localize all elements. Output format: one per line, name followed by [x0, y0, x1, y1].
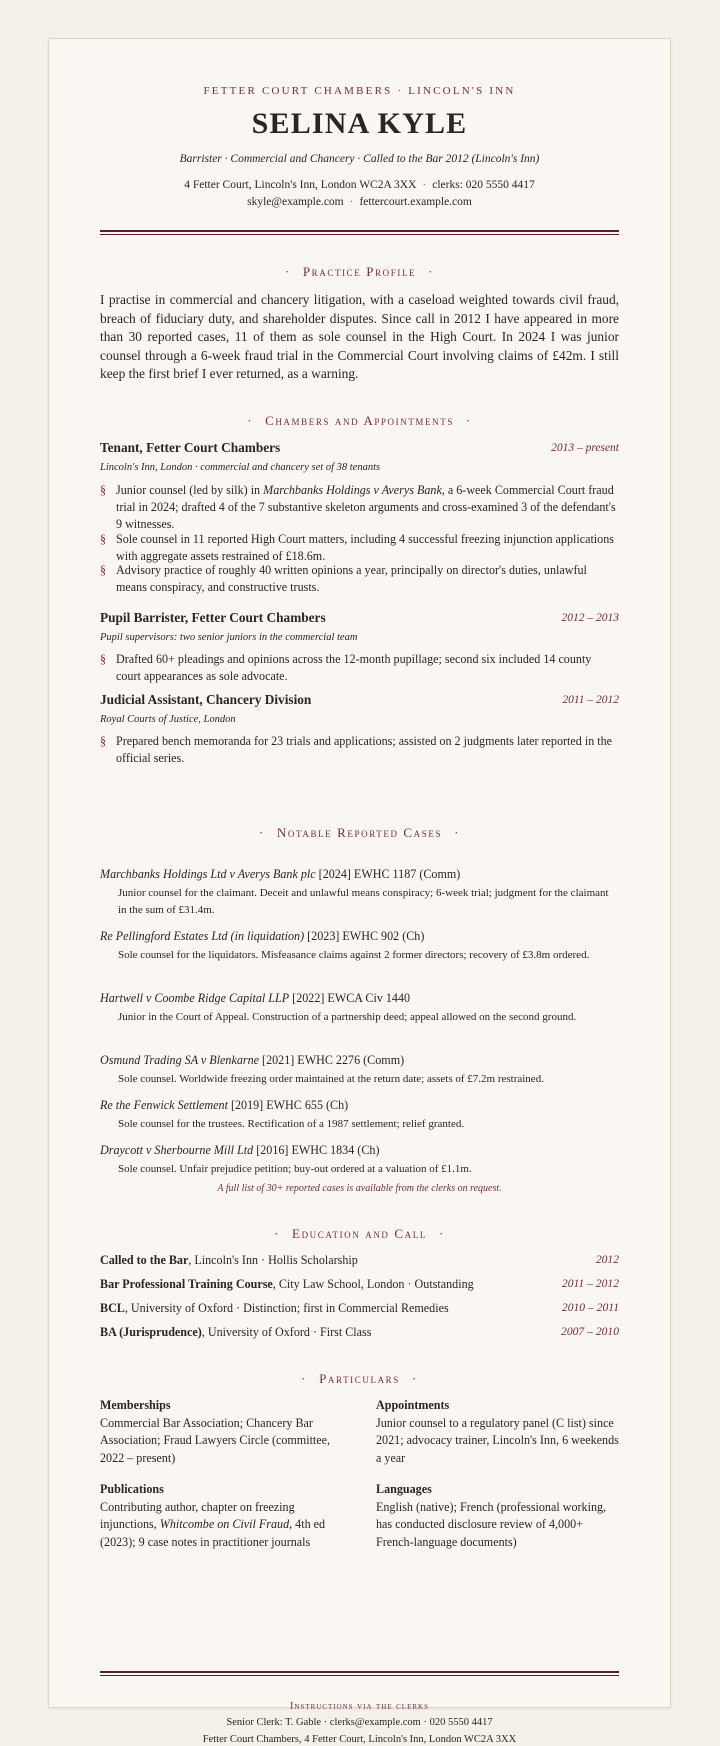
email-link[interactable]: skyle@example.com	[247, 196, 344, 208]
case-description: Junior in the Court of Appeal. Construction of a partnership deed; appeal allowed on the second ground.	[118, 1011, 577, 1023]
memberships-text: Commercial Bar Association; Chancery Bar Association; Fraud Lawyers Circle (committee, 2022 – present)	[100, 1415, 331, 1465]
section-heading-particulars: · Particulars ·	[301, 1371, 418, 1386]
case-description: Sole counsel for the liquidators. Misfeasance claims against 2 former directors; recovery of £3.8m ordered.	[118, 949, 590, 961]
chambers-line: FETTER COURT CHAMBERS · LINCOLN'S INN	[203, 85, 516, 97]
section-mark-icon: §	[100, 652, 107, 666]
contact-line-1	[100, 179, 619, 191]
memberships-label: Memberships	[100, 1398, 171, 1412]
job-subtitle: Royal Courts of Justice, London	[100, 714, 236, 725]
education-row: Called to the Bar, Lincoln's Inn · Hollis Scholarship 2012	[100, 1253, 619, 1267]
job-subtitle: Pupil supervisors: two senior juniors in the commercial team	[100, 632, 358, 643]
publications-block	[100, 1481, 345, 1551]
memberships-block	[100, 1397, 345, 1467]
job-bullet: § Junior counsel (led by silk) in Marchbanks Holdings v Averys Bank, a 6-week Commercial Court fraud trial in 2024; drafted 4 of the 7 substantive skeleton arguments and cross-examined 3 of the defendant's 9 witnesses.	[100, 483, 616, 531]
section-heading-chambers: · Chambers and Appointments ·	[247, 413, 472, 428]
footer-label: Instructions via the clerks	[290, 1701, 429, 1712]
job-title: Pupil Barrister, Fetter Court Chambers	[100, 610, 326, 625]
appointments-block	[376, 1397, 621, 1467]
case-citation: Hartwell v Coombe Ridge Capital LLP [2022] EWCA Civ 1440	[100, 991, 411, 1005]
job-date: 2013 – present	[551, 442, 619, 454]
job-title: Judicial Assistant, Chancery Division	[100, 692, 312, 707]
education-row: BA (Jurisprudence), University of Oxford · First Class 2007 – 2010	[100, 1325, 619, 1339]
job-date: 2012 – 2013	[561, 612, 619, 624]
section-mark-icon: §	[100, 532, 107, 546]
separator: ·	[349, 196, 354, 208]
education-row: BCL, University of Oxford · Distinction; first in Commercial Remedies 2010 – 2011	[100, 1301, 619, 1315]
section-mark-icon: §	[100, 483, 107, 497]
cv-page	[48, 38, 671, 1745]
appointments-text: Junior counsel to a regulatory panel (C list) since 2021; advocacy trainer, Lincoln's Inn, 6 weekends a year	[376, 1415, 619, 1465]
footer-address-line: Fetter Court Chambers, 4 Fetter Court, Lincoln's Inn, London WC2A 3XX	[202, 1734, 517, 1745]
case-description: Sole counsel. Worldwide freezing order maintained at the return date; assets of £7.2m restrained.	[118, 1073, 544, 1085]
education-row: Bar Professional Training Course, City Law School, London · Outstanding 2011 – 2012	[100, 1277, 619, 1291]
case-description: Sole counsel. Unfair prejudice petition; buy-out ordered at a valuation of £1.1m.	[118, 1163, 472, 1175]
case-citation: Re the Fenwick Settlement [2019] EWHC 655 (Ch)	[100, 1098, 349, 1112]
footer-rule	[100, 1671, 619, 1676]
job-title: Tenant, Fetter Court Chambers	[100, 440, 281, 455]
address: 4 Fetter Court, Lincoln's Inn, London WC2A 3XX	[184, 179, 417, 191]
case-description: Junior counsel for the claimant. Deceit and unlawful means conspiracy; 6-week trial; judgment for the claimant in the sum of £31.4m.	[118, 887, 609, 916]
section-heading-cases: · Notable Reported Cases ·	[258, 825, 461, 840]
section-heading-profile: · Practice Profile ·	[284, 264, 435, 279]
section-mark-icon: §	[100, 563, 107, 577]
case-citation: Osmund Trading SA v Blenkarne [2021] EWHC 2276 (Comm)	[100, 1053, 405, 1067]
languages-text: English (native); French (professional working, has conducted disclosure review of 4,000+ French-language documents)	[376, 1499, 607, 1549]
education-date: 2007 – 2010	[561, 1325, 619, 1338]
candidate-name: SELINA KYLE	[251, 107, 468, 140]
section-heading-education: · Education and Call ·	[274, 1226, 445, 1241]
job-bullet: § Prepared bench memoranda for 23 trials and applications; assisted on 2 judgments later reported in the official series.	[100, 734, 613, 765]
education-date: 2011 – 2012	[561, 1277, 619, 1290]
separator: ·	[422, 179, 427, 191]
case-citation: Re Pellingford Estates Ltd (in liquidation) [2023] EWHC 902 (Ch)	[100, 929, 425, 943]
section-mark-icon: §	[100, 734, 107, 748]
appointments-label: Appointments	[376, 1398, 450, 1412]
job-bullet: § Advisory practice of roughly 40 written opinions a year, principally on director's duties, unlawful means conspiracy, and constructive trusts.	[100, 563, 587, 594]
job-subtitle: Lincoln's Inn, London · commercial and chancery set of 38 tenants	[100, 462, 381, 473]
case-citation: Draycott v Sherbourne Mill Ltd [2016] EWHC 1834 (Ch)	[100, 1143, 380, 1157]
candidate-subtitle: Barrister · Commercial and Chancery · Called to the Bar 2012 (Lincoln's Inn)	[179, 153, 540, 165]
clerks-phone: clerks: 020 5550 4417	[432, 179, 535, 191]
case-description: Sole counsel for the trustees. Rectification of a 1987 settlement; relief granted.	[118, 1118, 465, 1130]
job-bullet: § Drafted 60+ pleadings and opinions across the 12-month pupillage; second six included 14 county court appearances as sole advocate.	[100, 652, 592, 683]
cases-note: A full list of 30+ reported cases is available from the clerks on request.	[217, 1183, 502, 1194]
header-rule	[100, 230, 619, 235]
education-date: 2010 – 2011	[561, 1301, 619, 1314]
contact-line-2	[100, 196, 619, 208]
job-bullet: § Sole counsel in 11 reported High Court matters, including 4 successful freezing injunction applications with aggregate assets restrained of £18.6m.	[100, 532, 614, 563]
publications-text: Contributing author, chapter on freezing injunctions, Whitcombe on Civil Fraud, 4th ed (2023); 9 case notes in practitioner journals	[100, 1499, 326, 1549]
languages-block	[376, 1481, 621, 1551]
education-date: 2012	[595, 1253, 619, 1266]
publications-label: Publications	[100, 1482, 164, 1496]
profile-text: I practise in commercial and chancery litigation, with a caseload weighted towards civil fraud, breach of fiduciary duty, and shareholder disputes. Since call in 2012 I have appeared in more than 30 reported cases, 11 of them as sole counsel in the High Court. In 2024 I was junior counsel through a 6-week fraud trial in the Commercial Court involving claims of £42m. I still keep the first brief I ever returned, as a warning.	[100, 292, 619, 381]
case-citation: Marchbanks Holdings Ltd v Averys Bank plc [2024] EWHC 1187 (Comm)	[100, 867, 461, 881]
languages-label: Languages	[376, 1482, 432, 1496]
job-date: 2011 – 2012	[562, 694, 619, 706]
website-link[interactable]: fettercourt.example.com	[359, 196, 472, 208]
footer-clerk-line: Senior Clerk: T. Gable · clerks@example.com · 020 5550 4417	[226, 1717, 493, 1728]
